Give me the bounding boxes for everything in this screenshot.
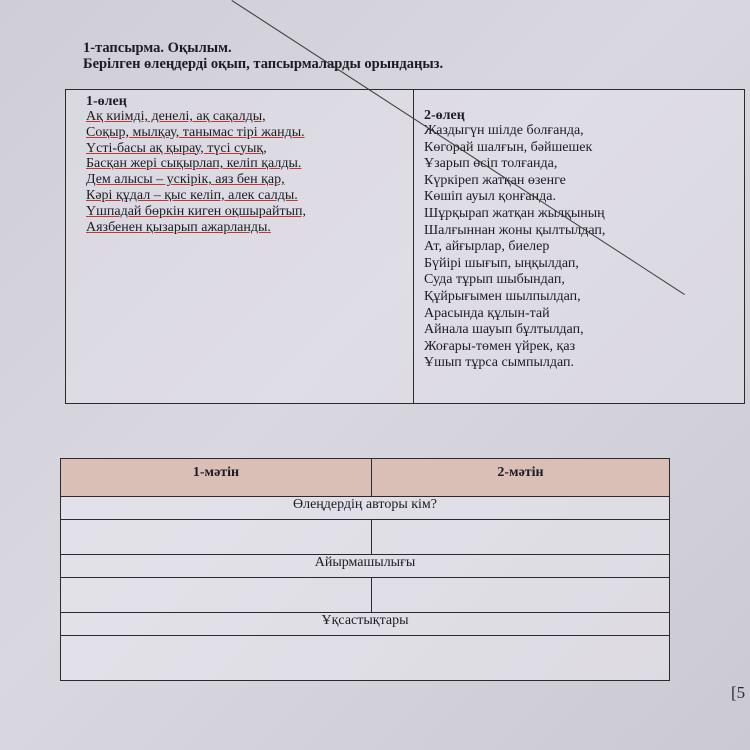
poem-1-line: Ақ киімді, денелі, ақ сақалды,: [86, 109, 266, 124]
poem-1-line: Соқыр, мылқау, танымас тірі жанды.: [86, 124, 305, 140]
poem-1-line: Басқан жері сықырлап, келіп қалды.: [86, 156, 302, 172]
poem-1-title: 1-өлең: [86, 94, 127, 109]
score-bracket: [5: [731, 683, 746, 702]
poem-1-line: Үсті-басы ақ қырау, түсі суық,: [86, 140, 267, 156]
comparison-table: [60, 458, 670, 681]
question-row-differences: [61, 555, 670, 578]
table-header-cell: [372, 459, 670, 497]
poem-2-line: Көгорай шалғын, бәйшешек: [424, 139, 593, 155]
question-row-similarities: [61, 613, 670, 636]
table-header-row: [61, 459, 670, 497]
question-similarities: Ұқсастықтары: [61, 613, 670, 636]
poem-2-line: Көшіп ауыл қонғанда.: [424, 189, 556, 205]
question-row-author: [61, 497, 670, 520]
answer-cell[interactable]: [61, 578, 372, 613]
poem-2-line: Жоғары-төмен үйрек, қаз: [424, 338, 576, 354]
poem-2-line: Айнала шауып бұлтылдап,: [424, 322, 584, 338]
question-differences: Айырмашылығы: [61, 555, 670, 578]
poem-2-line: Ұзарып өсіп толғанда,: [424, 156, 558, 172]
poem-1-line: Үшпадай бөркін киген оқшырайтып,: [86, 203, 307, 219]
poem-2-line: Шалғыннан жоны қылтылдап,: [424, 222, 606, 238]
poem-2-line: Арасында құлын-тай: [424, 305, 550, 321]
answer-cell[interactable]: [372, 578, 670, 613]
poem-2-line: Бүйірі шығып, ыңқылдап,: [424, 255, 579, 271]
answer-cell[interactable]: [61, 636, 670, 681]
poem-2-line: Күркіреп жатқан өзенге: [424, 172, 566, 188]
poem-1-line: Кәрі құдал – қыс келіп, алек салды.: [86, 187, 298, 203]
poem-1-line: Аязбенен қызарып ажарланды.: [86, 219, 271, 235]
column-1-label: 1-мәтін: [192, 465, 240, 480]
answer-row-similarities: [61, 636, 670, 681]
task-instruction: Берілген өлеңдерді оқып, тапсырмаларды орындаңыз.: [83, 56, 444, 72]
poem-1-line: Дем алысы – ускірік, аяз бен қар,: [86, 172, 285, 188]
task-heading: 1-тапсырма. Оқылым.: [83, 40, 232, 56]
poem-2-line: Суда тұрып шыбындап,: [424, 272, 565, 288]
poems-divider: [413, 90, 414, 403]
poem-2-line: Шұрқырап жатқан жылқының: [424, 205, 605, 221]
poem-2: [424, 108, 734, 372]
poems-box: [65, 89, 745, 404]
column-2-label: 2-мәтін: [497, 465, 544, 480]
poem-2-title: 2-өлең: [424, 108, 465, 123]
poem-2-line: Ұшып тұрса сымпылдап.: [424, 355, 575, 371]
table-header-cell: [61, 459, 372, 497]
poem-2-line: Құйрығымен шылпылдап,: [424, 288, 581, 304]
answer-row-differences: [61, 578, 670, 613]
question-author: Өлеңдердің авторы кім?: [61, 497, 670, 520]
answer-row-author: [61, 520, 670, 555]
answer-cell[interactable]: [61, 520, 372, 555]
task-title: [83, 40, 443, 72]
poem-2-line: Жаздыгүн шілде болғанда,: [424, 123, 584, 138]
answer-cell[interactable]: [372, 520, 670, 555]
poem-2-line: Ат, айғырлар, биелер: [424, 239, 550, 255]
poem-1: [86, 94, 406, 235]
